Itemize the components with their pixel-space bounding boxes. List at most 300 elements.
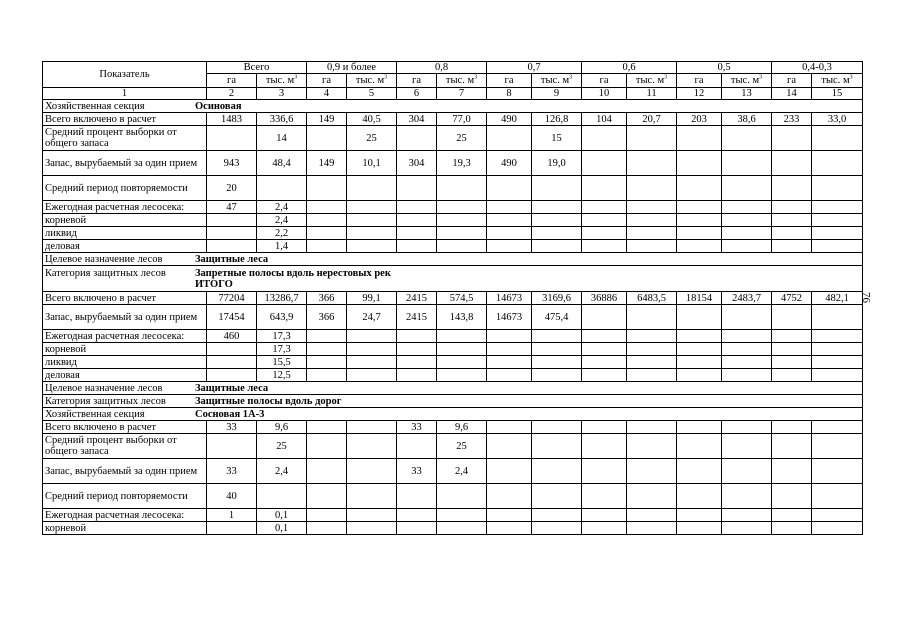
section-value: Запретные полосы вдоль нерестовых рек	[195, 267, 391, 279]
data-cell	[772, 305, 812, 330]
data-cell: 1,4	[257, 240, 307, 253]
table-row	[43, 126, 863, 151]
data-cell	[812, 509, 863, 522]
column-number: 5	[347, 88, 397, 100]
data-cell	[307, 434, 347, 459]
data-cell	[207, 522, 257, 535]
data-cell	[582, 305, 627, 330]
data-cell	[347, 227, 397, 240]
data-cell	[677, 369, 722, 382]
data-cell	[207, 214, 257, 227]
data-cell	[397, 227, 437, 240]
data-cell	[582, 522, 627, 535]
table-row	[43, 343, 863, 356]
data-cell: 19,3	[437, 151, 487, 176]
data-cell	[397, 176, 437, 201]
unit-text: тыс. м	[730, 75, 760, 86]
data-cell	[207, 227, 257, 240]
column-number: 14	[772, 88, 812, 100]
table-row	[43, 214, 863, 227]
row-label: Ежегодная расчетная лесосека:	[43, 330, 207, 343]
data-cell: 9,6	[437, 421, 487, 434]
data-cell: 25	[437, 126, 487, 151]
section-header	[43, 253, 863, 266]
data-cell	[772, 201, 812, 214]
data-cell	[347, 176, 397, 201]
header-sub-ha: га	[397, 74, 437, 88]
column-number: 8	[487, 88, 532, 100]
data-cell	[397, 369, 437, 382]
data-cell: 33	[397, 421, 437, 434]
data-cell	[627, 330, 677, 343]
data-cell	[772, 343, 812, 356]
data-cell	[532, 240, 582, 253]
column-number: 12	[677, 88, 722, 100]
data-cell	[487, 214, 532, 227]
data-cell	[627, 227, 677, 240]
section-key: Целевое назначение лесов	[45, 382, 163, 394]
row-label: Средний процент выборки от общего запаса	[43, 434, 207, 459]
data-cell: 6483,5	[627, 292, 677, 305]
data-cell: 143,8	[437, 305, 487, 330]
data-cell	[812, 305, 863, 330]
data-cell	[677, 126, 722, 151]
data-cell: 149	[307, 113, 347, 126]
data-cell	[677, 421, 722, 434]
section-value-block	[195, 101, 242, 112]
header-group: 0,8	[397, 62, 487, 74]
header-group: 0,5	[677, 62, 772, 74]
data-cell	[437, 330, 487, 343]
data-cell	[772, 176, 812, 201]
data-cell	[677, 176, 722, 201]
data-cell	[207, 343, 257, 356]
header-group: 0,6	[582, 62, 677, 74]
data-cell	[532, 343, 582, 356]
data-cell	[677, 522, 722, 535]
data-cell: 20	[207, 176, 257, 201]
data-cell	[722, 176, 772, 201]
table-row	[43, 484, 863, 509]
data-cell: 0,1	[257, 509, 307, 522]
data-cell: 40,5	[347, 113, 397, 126]
section-header	[43, 395, 863, 408]
header-sub-volume	[532, 74, 582, 88]
data-cell	[487, 343, 532, 356]
table-row	[43, 151, 863, 176]
data-cell: 366	[307, 305, 347, 330]
data-cell	[532, 509, 582, 522]
data-cell	[812, 227, 863, 240]
data-cell	[487, 484, 532, 509]
data-cell	[487, 421, 532, 434]
data-cell	[627, 176, 677, 201]
column-number: 6	[397, 88, 437, 100]
data-cell: 99,1	[347, 292, 397, 305]
header-group: 0,9 и более	[307, 62, 397, 74]
section-value-block	[195, 409, 264, 420]
data-cell	[772, 522, 812, 535]
data-cell	[722, 459, 772, 484]
data-cell: 574,5	[437, 292, 487, 305]
data-cell	[347, 434, 397, 459]
data-cell	[722, 434, 772, 459]
data-cell	[307, 509, 347, 522]
data-cell	[582, 434, 627, 459]
row-label: Средний период повторяемости	[43, 176, 207, 201]
data-cell: 36886	[582, 292, 627, 305]
data-cell	[812, 421, 863, 434]
data-cell	[677, 509, 722, 522]
table-row	[43, 201, 863, 214]
forest-report-table	[42, 61, 863, 535]
unit-text: тыс. м	[445, 75, 475, 86]
data-cell	[487, 434, 532, 459]
data-cell: 12,5	[257, 369, 307, 382]
data-cell	[532, 369, 582, 382]
data-cell	[257, 484, 307, 509]
header-sub-ha: га	[307, 74, 347, 88]
data-cell	[487, 201, 532, 214]
section-value-block	[195, 396, 342, 407]
data-cell	[437, 240, 487, 253]
data-cell	[677, 214, 722, 227]
column-number: 13	[722, 88, 772, 100]
data-cell	[582, 176, 627, 201]
data-cell: 25	[347, 126, 397, 151]
data-cell	[487, 509, 532, 522]
data-cell	[437, 509, 487, 522]
row-label: деловая	[43, 369, 207, 382]
data-cell: 38,6	[722, 113, 772, 126]
data-cell	[677, 227, 722, 240]
data-cell: 304	[397, 113, 437, 126]
data-cell	[812, 201, 863, 214]
data-cell	[677, 151, 722, 176]
data-cell: 475,4	[532, 305, 582, 330]
data-cell	[347, 343, 397, 356]
data-cell	[722, 126, 772, 151]
data-cell	[307, 459, 347, 484]
data-cell	[722, 356, 772, 369]
data-cell	[812, 356, 863, 369]
row-label: корневой	[43, 522, 207, 535]
data-cell	[722, 522, 772, 535]
header-sub-ha: га	[487, 74, 532, 88]
section-value-block	[195, 268, 391, 290]
data-cell	[677, 484, 722, 509]
data-cell	[627, 356, 677, 369]
data-cell	[307, 421, 347, 434]
data-cell	[627, 151, 677, 176]
data-cell	[347, 330, 397, 343]
data-cell: 3169,6	[532, 292, 582, 305]
data-cell	[532, 459, 582, 484]
section-header	[43, 408, 863, 421]
data-cell	[722, 421, 772, 434]
data-cell	[307, 227, 347, 240]
unit-superscript: 3	[759, 74, 763, 81]
data-cell	[582, 421, 627, 434]
row-label: корневой	[43, 214, 207, 227]
data-cell	[627, 305, 677, 330]
data-cell	[812, 369, 863, 382]
section-value-block	[195, 383, 268, 394]
unit-superscript: 3	[664, 74, 668, 81]
data-cell	[532, 522, 582, 535]
data-cell	[437, 343, 487, 356]
section-value: Защитные полосы вдоль дорог	[195, 395, 342, 407]
data-cell: 203	[677, 113, 722, 126]
data-cell: 15	[532, 126, 582, 151]
data-cell	[307, 356, 347, 369]
data-cell: 17454	[207, 305, 257, 330]
header-sub-ha: га	[582, 74, 627, 88]
row-label: Всего включено в расчет	[43, 421, 207, 434]
data-cell: 1483	[207, 113, 257, 126]
data-cell: 14673	[487, 292, 532, 305]
section-key: Категория защитных лесов	[45, 395, 166, 407]
row-label: ликвид	[43, 227, 207, 240]
data-cell: 33,0	[812, 113, 863, 126]
data-cell	[532, 201, 582, 214]
data-cell: 943	[207, 151, 257, 176]
data-cell	[677, 240, 722, 253]
data-cell	[307, 522, 347, 535]
data-cell: 336,6	[257, 113, 307, 126]
data-cell	[772, 240, 812, 253]
header-sub-volume	[257, 74, 307, 88]
data-cell: 2,4	[257, 214, 307, 227]
data-cell	[677, 434, 722, 459]
unit-superscript: 3	[294, 74, 298, 81]
data-cell	[347, 421, 397, 434]
unit-superscript: 3	[384, 74, 388, 81]
section-value: Осиновая	[195, 100, 242, 112]
data-cell	[627, 522, 677, 535]
data-cell	[532, 227, 582, 240]
data-cell: 18154	[677, 292, 722, 305]
row-label: ликвид	[43, 356, 207, 369]
table-row	[43, 459, 863, 484]
row-label: Средний процент выборки от общего запаса	[43, 126, 207, 151]
data-cell: 4752	[772, 292, 812, 305]
table-row	[43, 356, 863, 369]
column-number: 10	[582, 88, 627, 100]
data-cell	[307, 176, 347, 201]
row-label: Запас, вырубаемый за один прием	[43, 305, 207, 330]
data-cell	[582, 227, 627, 240]
unit-superscript: 3	[474, 74, 478, 81]
data-cell	[812, 522, 863, 535]
data-cell: 2415	[397, 305, 437, 330]
data-cell	[772, 434, 812, 459]
column-number: 11	[627, 88, 677, 100]
data-cell: 460	[207, 330, 257, 343]
data-cell	[812, 176, 863, 201]
data-cell: 366	[307, 292, 347, 305]
data-cell	[772, 151, 812, 176]
data-cell	[582, 459, 627, 484]
data-cell	[397, 343, 437, 356]
data-cell	[722, 343, 772, 356]
row-label: Средний период повторяемости	[43, 484, 207, 509]
data-cell: 126,8	[532, 113, 582, 126]
column-number: 3	[257, 88, 307, 100]
data-cell	[307, 240, 347, 253]
data-cell	[532, 484, 582, 509]
data-cell	[582, 343, 627, 356]
table-row	[43, 434, 863, 459]
data-cell	[627, 240, 677, 253]
data-cell	[532, 330, 582, 343]
data-cell	[487, 240, 532, 253]
section-value: Защитные леса	[195, 253, 269, 265]
data-cell	[307, 343, 347, 356]
page-number: 76	[860, 292, 872, 303]
data-cell: 77204	[207, 292, 257, 305]
header-sub-ha: га	[677, 74, 722, 88]
data-cell: 17,3	[257, 343, 307, 356]
data-cell	[772, 484, 812, 509]
data-cell: 2,2	[257, 227, 307, 240]
data-cell: 77,0	[437, 113, 487, 126]
data-cell: 20,7	[627, 113, 677, 126]
section-key: Хозяйственная секция	[45, 408, 145, 420]
section-key: Хозяйственная секция	[45, 100, 145, 112]
unit-superscript: 3	[569, 74, 573, 81]
section-row	[43, 266, 863, 292]
data-cell	[437, 227, 487, 240]
data-cell	[347, 356, 397, 369]
section-value: Защитные леса	[195, 382, 269, 394]
table-row	[43, 227, 863, 240]
data-cell: 13286,7	[257, 292, 307, 305]
data-cell	[812, 214, 863, 227]
data-cell: 490	[487, 113, 532, 126]
data-cell	[347, 240, 397, 253]
header-sub-ha: га	[772, 74, 812, 88]
data-cell: 40	[207, 484, 257, 509]
data-cell	[722, 369, 772, 382]
data-cell	[582, 201, 627, 214]
header-sub-volume	[347, 74, 397, 88]
data-cell: 33	[397, 459, 437, 484]
data-cell	[772, 356, 812, 369]
data-cell	[437, 369, 487, 382]
data-cell: 0,1	[257, 522, 307, 535]
data-cell: 1	[207, 509, 257, 522]
data-cell	[627, 459, 677, 484]
data-cell	[437, 522, 487, 535]
data-cell	[347, 369, 397, 382]
section-header	[43, 100, 863, 113]
data-cell	[397, 214, 437, 227]
unit-superscript: 3	[849, 74, 853, 81]
data-cell	[307, 201, 347, 214]
data-cell	[532, 176, 582, 201]
data-cell: 9,6	[257, 421, 307, 434]
data-cell	[307, 484, 347, 509]
data-cell	[677, 305, 722, 330]
row-label: Запас, вырубаемый за один прием	[43, 459, 207, 484]
section-key: Категория защитных лесов	[45, 267, 166, 279]
data-cell	[677, 343, 722, 356]
data-cell	[487, 522, 532, 535]
data-cell	[397, 356, 437, 369]
data-cell: 24,7	[347, 305, 397, 330]
data-cell	[487, 356, 532, 369]
section-total-label: ИТОГО	[195, 278, 233, 290]
data-cell	[722, 227, 772, 240]
data-cell	[397, 522, 437, 535]
data-cell	[347, 201, 397, 214]
data-cell	[627, 214, 677, 227]
table-row	[43, 240, 863, 253]
section-row	[43, 100, 863, 113]
unit-text: тыс. м	[635, 75, 665, 86]
data-cell	[207, 356, 257, 369]
data-cell	[487, 126, 532, 151]
data-cell	[532, 421, 582, 434]
data-cell	[677, 330, 722, 343]
unit-text: тыс. м	[540, 75, 570, 86]
data-cell	[812, 343, 863, 356]
data-cell: 304	[397, 151, 437, 176]
row-label: Всего включено в расчет	[43, 292, 207, 305]
data-cell: 19,0	[532, 151, 582, 176]
row-label: деловая	[43, 240, 207, 253]
data-cell	[582, 330, 627, 343]
data-cell	[677, 356, 722, 369]
column-number: 2	[207, 88, 257, 100]
data-cell	[627, 369, 677, 382]
data-cell	[347, 522, 397, 535]
section-row	[43, 253, 863, 266]
data-cell	[772, 330, 812, 343]
data-cell: 25	[257, 434, 307, 459]
data-cell	[437, 214, 487, 227]
data-cell	[397, 509, 437, 522]
row-label: Запас, вырубаемый за один прием	[43, 151, 207, 176]
data-cell	[582, 369, 627, 382]
data-cell	[722, 305, 772, 330]
data-cell: 14	[257, 126, 307, 151]
data-cell	[582, 151, 627, 176]
data-cell	[207, 240, 257, 253]
table-row	[43, 522, 863, 535]
section-row	[43, 395, 863, 408]
data-cell	[627, 509, 677, 522]
data-cell	[627, 421, 677, 434]
data-cell	[722, 330, 772, 343]
data-cell	[347, 484, 397, 509]
data-cell	[207, 126, 257, 151]
data-cell	[772, 421, 812, 434]
header-sub-volume	[722, 74, 772, 88]
data-cell: 33	[207, 421, 257, 434]
data-cell	[582, 240, 627, 253]
unit-text: тыс. м	[821, 75, 850, 86]
table-row	[43, 176, 863, 201]
data-cell: 48,4	[257, 151, 307, 176]
data-cell	[437, 201, 487, 214]
data-cell	[257, 176, 307, 201]
data-cell	[397, 484, 437, 509]
data-cell	[627, 201, 677, 214]
data-cell	[532, 434, 582, 459]
data-cell	[307, 126, 347, 151]
